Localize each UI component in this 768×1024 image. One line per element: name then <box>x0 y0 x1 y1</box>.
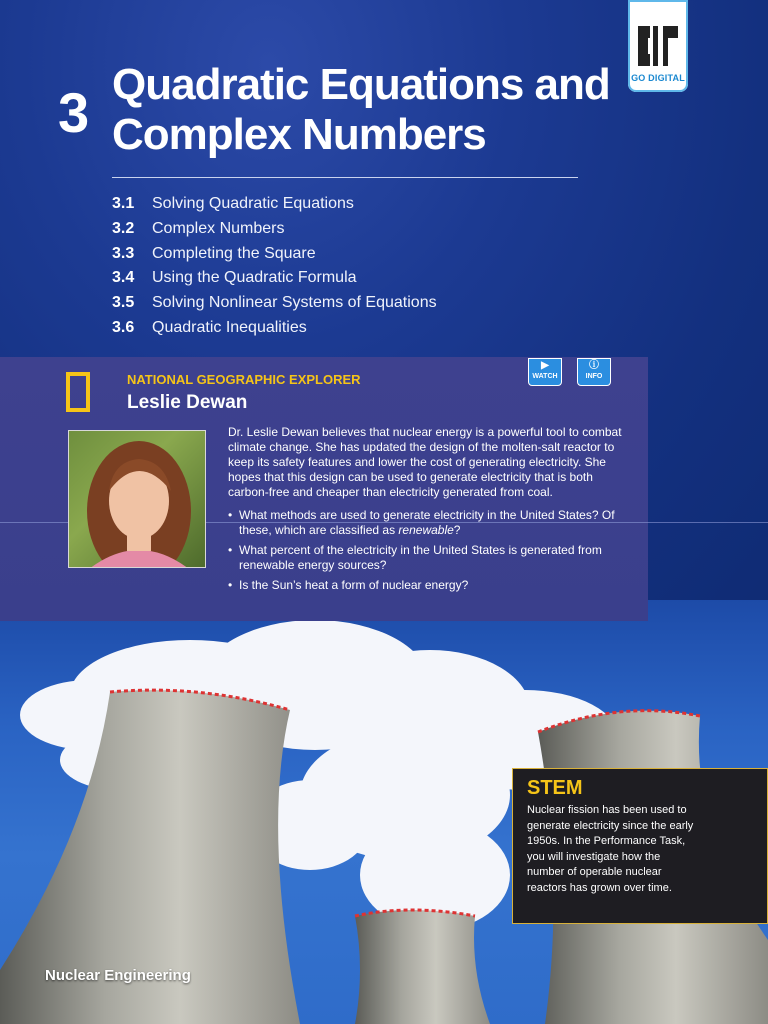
lesson-item[interactable] <box>112 291 437 316</box>
national-geographic-logo-icon <box>66 372 90 412</box>
lesson-number: 3.3 <box>112 244 135 262</box>
lesson-label: Solving Nonlinear Systems of Equations <box>152 294 437 312</box>
lesson-item[interactable] <box>112 241 437 266</box>
lesson-item[interactable] <box>112 192 437 217</box>
chapter-title <box>112 60 612 160</box>
lesson-label: Using the Quadratic Formula <box>152 269 357 287</box>
photo-caption: Nuclear Engineering <box>45 967 191 984</box>
explorer-body <box>228 425 633 598</box>
lesson-number: 3.6 <box>112 318 135 336</box>
lesson-label: Complex Numbers <box>152 220 285 238</box>
lesson-item[interactable] <box>112 217 437 242</box>
lesson-list <box>112 192 437 340</box>
lesson-item[interactable] <box>112 315 437 340</box>
lesson-item[interactable] <box>112 266 437 291</box>
info-label: INFO <box>585 373 603 380</box>
play-icon: ▶ <box>541 360 549 371</box>
info-button[interactable] <box>577 358 611 386</box>
explorer-kicker: NATIONAL GEOGRAPHIC EXPLORER <box>127 372 361 387</box>
qr-code-icon <box>638 26 678 66</box>
question-list <box>228 508 633 593</box>
stem-callout <box>512 768 768 924</box>
lesson-number: 3.1 <box>112 195 135 213</box>
chapter-title-line1: Quadratic Equations and <box>112 60 610 109</box>
chapter-number: 3 <box>58 81 90 144</box>
stem-text: Nuclear fission has been used to generate electricity since the early 1950s. In the Performance Task, you will investigate how the number of operable nuclear reactors has grown over time. <box>527 804 694 894</box>
watch-label: WATCH <box>532 373 558 380</box>
go-digital-label: GO DIGITAL <box>631 73 685 83</box>
chapter-title-line2: Complex Numbers <box>112 110 486 159</box>
stem-title: STEM <box>527 777 583 799</box>
title-divider <box>112 177 578 178</box>
watch-button[interactable] <box>528 358 562 386</box>
explorer-photo <box>68 430 206 568</box>
explorer-paragraph: Dr. Leslie Dewan believes that nuclear energy is a powerful tool to combat climate change. She has updated the design of the molten-salt reactor to keep its safety features and lower the cost of generating electricity. She hopes that this design can be used to generate electricity that is both carbon-free and cheaper than electricity generated from coal. <box>228 425 622 499</box>
question-item: • What percent of the electricity in the United States is generated from renewable energy sources? <box>228 543 633 573</box>
lesson-number: 3.2 <box>112 220 135 238</box>
lesson-number: 3.4 <box>112 269 135 287</box>
lesson-label: Solving Quadratic Equations <box>152 195 354 213</box>
question-text-end: ? <box>453 523 461 537</box>
question-text: What methods are used to generate electricity in the United States? Of these, which are classified as <box>239 508 615 537</box>
question-item: • Is the Sun’s heat a form of nuclear energy? <box>228 578 633 593</box>
lesson-number: 3.5 <box>112 294 135 312</box>
explorer-name: Leslie Dewan <box>127 392 248 413</box>
lesson-label: Quadratic Inequalities <box>152 318 307 336</box>
question-item <box>228 508 633 538</box>
question-emphasis: renewable <box>398 523 454 537</box>
go-digital-tab[interactable] <box>628 0 688 92</box>
lesson-label: Completing the Square <box>152 244 316 262</box>
info-icon: ⓘ <box>589 360 599 371</box>
